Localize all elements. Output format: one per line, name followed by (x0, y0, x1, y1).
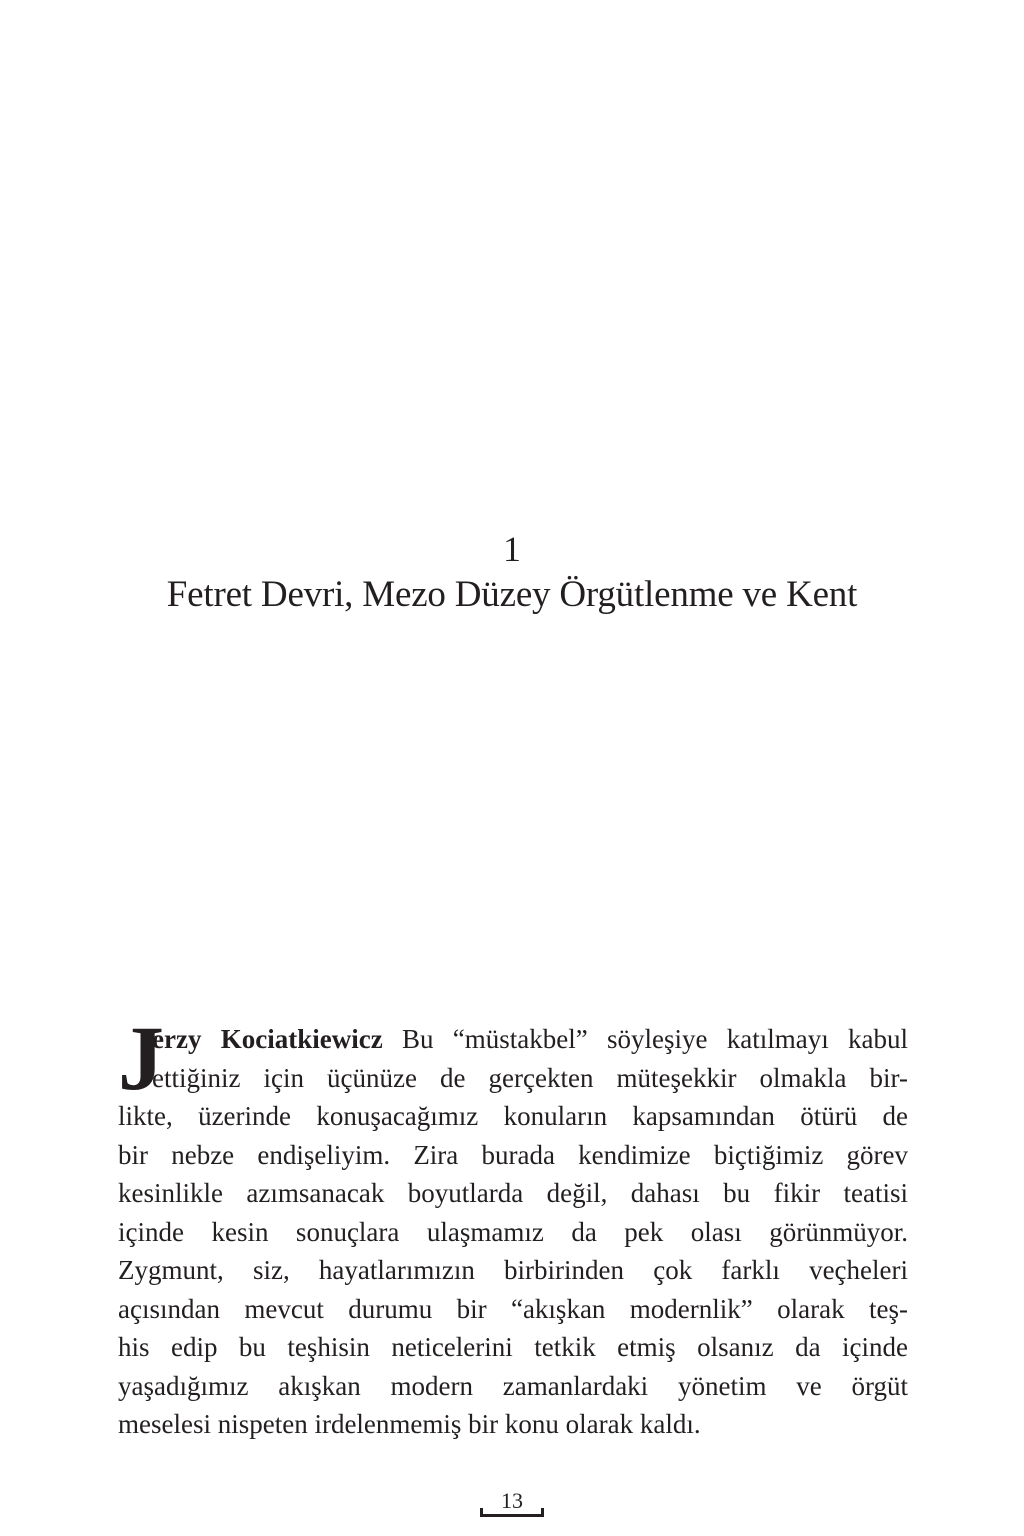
text-line-1-rest: Bu “müstakbel” söyleşiye katılmayı kabul (382, 1024, 908, 1054)
body-paragraph (118, 1007, 908, 1444)
chapter-number: 1 (503, 529, 521, 569)
page-folio (476, 1488, 548, 1518)
drop-cap: J (118, 1007, 164, 1109)
text-line-5: kesinlikle azımsanacak boyutlarda değil, dahası bu fikir teatisi (118, 1178, 908, 1208)
speaker-name: erzy Kociatkiewicz (152, 1024, 383, 1054)
text-line-2: ettiğiniz için üçünüze de gerçekten müteşekkir olmakla bir- (152, 1062, 908, 1093)
folio-rule (480, 1514, 544, 1517)
folio-tick-right (541, 1508, 544, 1517)
text-line-8: açısından mevcut durumu bir “akışkan modernlik” olarak teş- (118, 1293, 908, 1324)
text-line-11: meselesi nispeten irdelenmemiş bir konu olarak kaldı. (118, 1409, 701, 1439)
text-line-1 (118, 1020, 908, 1059)
folio-tick-left (480, 1508, 483, 1517)
text-line-10: yaşadığımız akışkan modern zamanlardaki yönetim ve örgüt (118, 1370, 908, 1401)
text-line-7: Zygmunt, siz, hayatlarımızın birbirinden çok farklı veçheleri (118, 1255, 908, 1285)
text-line-9: his edip bu teşhisin neticelerini tetkik etmiş olsanız da içinde (118, 1332, 908, 1362)
page-number: 13 (501, 1488, 523, 1513)
text-line-3: likte, üzerinde konuşacağımız konuların kapsamından ötürü de (118, 1101, 908, 1131)
chapter-title: Fetret Devri, Mezo Düzey Örgütlenme ve Kent (166, 574, 858, 615)
text-line-4: bir nebze endişeliyim. Zira burada kendimize biçtiğimiz görev (118, 1139, 908, 1170)
text-line-6: içinde kesin sonuçlara ulaşmamız da pek olası görünmüyor. (118, 1216, 908, 1247)
